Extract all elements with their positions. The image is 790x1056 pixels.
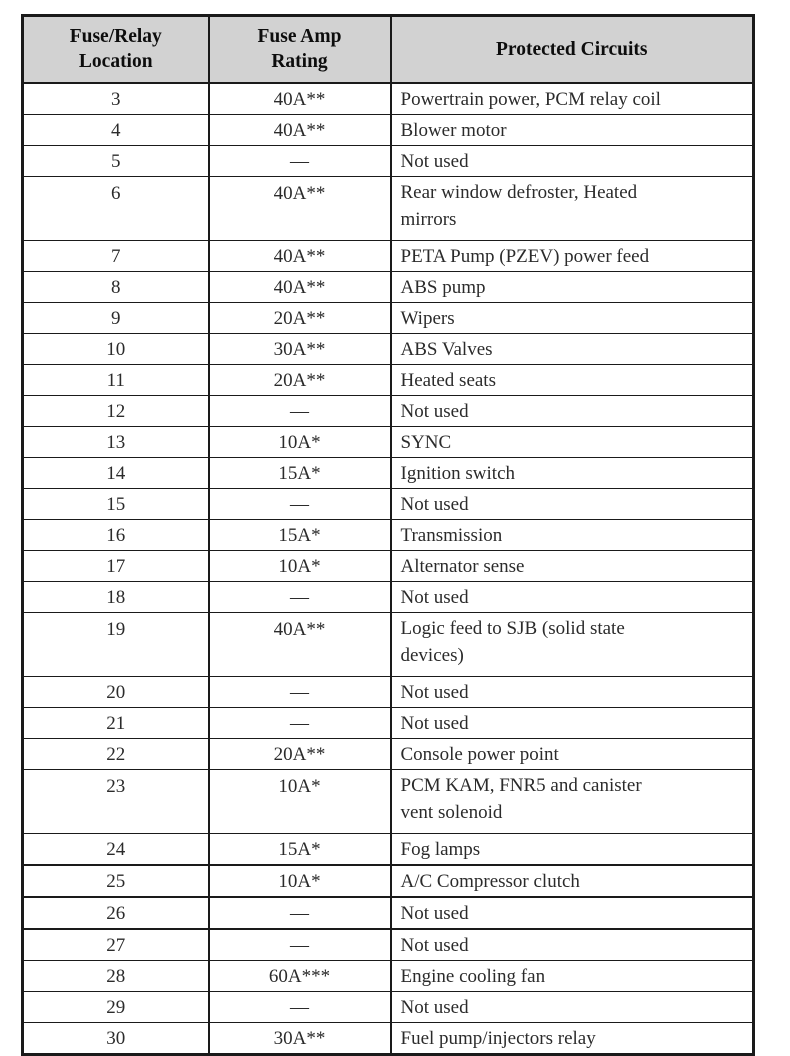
- cell-amp-rating: 40A**: [209, 613, 391, 677]
- cell-amp-rating: —: [209, 582, 391, 613]
- cell-location: 7: [23, 241, 209, 272]
- cell-location: 27: [23, 929, 209, 961]
- cell-location: 16: [23, 520, 209, 551]
- table-row: [23, 115, 754, 146]
- cell-location: 24: [23, 834, 209, 866]
- cell-protected-circuits-line1: Not used: [400, 586, 469, 608]
- cell-location: 6: [23, 177, 209, 241]
- cell-location: 28: [23, 961, 209, 992]
- cell-protected-circuits-line1: Not used: [400, 493, 469, 515]
- table-header: [23, 16, 754, 84]
- cell-location: 17: [23, 551, 209, 582]
- cell-amp-rating: 40A**: [209, 83, 391, 115]
- table-row: [23, 551, 754, 582]
- cell-location: 14: [23, 458, 209, 489]
- cell-location: 19: [23, 613, 209, 677]
- table-row: [23, 708, 754, 739]
- table-row: [23, 241, 754, 272]
- table-body: [23, 83, 754, 1055]
- column-header-rating-line1: Fuse Amp: [257, 26, 342, 47]
- cell-protected-circuits: [391, 1023, 754, 1055]
- table-row: [23, 177, 754, 241]
- cell-protected-circuits-line1: Alternator sense: [400, 555, 525, 577]
- cell-protected-circuits: [391, 582, 754, 613]
- cell-protected-circuits: [391, 83, 754, 115]
- cell-protected-circuits-line1: Engine cooling fan: [400, 965, 546, 987]
- cell-protected-circuits-line1: Logic feed to SJB (solid state: [400, 618, 625, 639]
- cell-protected-circuits-line1: Not used: [400, 400, 469, 422]
- cell-amp-rating: 40A**: [209, 272, 391, 303]
- cell-protected-circuits: [391, 865, 754, 897]
- cell-protected-circuits-line1: Rear window defroster, Heated: [400, 182, 638, 203]
- cell-amp-rating: 40A**: [209, 115, 391, 146]
- cell-location: 21: [23, 708, 209, 739]
- cell-protected-circuits-line1: Blower motor: [400, 119, 507, 141]
- table-row: [23, 272, 754, 303]
- cell-protected-circuits-line1: Not used: [400, 712, 469, 734]
- cell-protected-circuits: [391, 396, 754, 427]
- cell-amp-rating: —: [209, 146, 391, 177]
- cell-protected-circuits: [391, 708, 754, 739]
- table-row: [23, 865, 754, 897]
- cell-location: 29: [23, 992, 209, 1023]
- cell-protected-circuits-line1: Fog lamps: [400, 838, 481, 860]
- cell-amp-rating: 10A*: [209, 865, 391, 897]
- table-row: [23, 992, 754, 1023]
- column-header-location-line1: Fuse/Relay: [69, 26, 162, 47]
- cell-amp-rating: 30A**: [209, 1023, 391, 1055]
- column-header-circuits: [391, 16, 754, 84]
- cell-location: 25: [23, 865, 209, 897]
- table-row: [23, 458, 754, 489]
- table-row: [23, 489, 754, 520]
- header-row: [23, 16, 754, 84]
- cell-amp-rating: —: [209, 708, 391, 739]
- table-row: [23, 365, 754, 396]
- cell-protected-circuits: [391, 677, 754, 708]
- table-row: [23, 1023, 754, 1055]
- cell-location: 23: [23, 770, 209, 834]
- cell-location: 18: [23, 582, 209, 613]
- cell-location: 26: [23, 897, 209, 929]
- cell-protected-circuits: [391, 770, 754, 834]
- cell-protected-circuits-line1: Powertrain power, PCM relay coil: [400, 88, 661, 110]
- cell-protected-circuits-line1: SYNC: [400, 431, 452, 453]
- cell-amp-rating: —: [209, 677, 391, 708]
- cell-amp-rating: 15A*: [209, 520, 391, 551]
- table-row: [23, 146, 754, 177]
- cell-protected-circuits: [391, 115, 754, 146]
- cell-protected-circuits-line1: Not used: [400, 150, 469, 172]
- cell-amp-rating: —: [209, 929, 391, 961]
- cell-protected-circuits: [391, 177, 754, 241]
- table-row: [23, 897, 754, 929]
- cell-protected-circuits-line2: devices): [400, 645, 464, 666]
- cell-amp-rating: 40A**: [209, 241, 391, 272]
- cell-location: 30: [23, 1023, 209, 1055]
- cell-protected-circuits-line1: Not used: [400, 996, 469, 1018]
- column-header-rating-line2: Rating: [271, 51, 328, 72]
- cell-location: 10: [23, 334, 209, 365]
- table-row: [23, 770, 754, 834]
- cell-protected-circuits: [391, 834, 754, 866]
- cell-protected-circuits: [391, 489, 754, 520]
- cell-location: 3: [23, 83, 209, 115]
- column-header-location-line2: Location: [78, 51, 153, 72]
- cell-protected-circuits-line1: ABS Valves: [400, 338, 493, 360]
- cell-protected-circuits: [391, 241, 754, 272]
- cell-amp-rating: 40A**: [209, 177, 391, 241]
- cell-protected-circuits-line1: Not used: [400, 902, 469, 924]
- cell-protected-circuits: [391, 551, 754, 582]
- cell-location: 8: [23, 272, 209, 303]
- cell-location: 13: [23, 427, 209, 458]
- cell-amp-rating: 20A**: [209, 739, 391, 770]
- cell-amp-rating: 20A**: [209, 365, 391, 396]
- cell-protected-circuits: [391, 458, 754, 489]
- cell-protected-circuits-line1: ABS pump: [400, 276, 486, 298]
- cell-location: 15: [23, 489, 209, 520]
- table-row: [23, 83, 754, 115]
- cell-protected-circuits: [391, 613, 754, 677]
- table-row: [23, 303, 754, 334]
- cell-protected-circuits: [391, 897, 754, 929]
- cell-location: 9: [23, 303, 209, 334]
- cell-protected-circuits-line1: Heated seats: [400, 369, 496, 391]
- cell-protected-circuits-line1: Console power point: [400, 743, 559, 765]
- table-row: [23, 739, 754, 770]
- cell-amp-rating: —: [209, 992, 391, 1023]
- cell-protected-circuits-line2: mirrors: [400, 209, 457, 230]
- table-row: [23, 396, 754, 427]
- cell-protected-circuits-line1: Not used: [400, 681, 469, 703]
- cell-protected-circuits: [391, 520, 754, 551]
- cell-protected-circuits: [391, 365, 754, 396]
- table-row: [23, 961, 754, 992]
- cell-protected-circuits: [391, 427, 754, 458]
- table-row: [23, 427, 754, 458]
- table-row: [23, 929, 754, 961]
- column-header-circuits-line1: Protected Circuits: [496, 38, 648, 60]
- fuse-relay-table: [21, 14, 755, 1056]
- table-row: [23, 834, 754, 866]
- cell-location: 12: [23, 396, 209, 427]
- cell-protected-circuits: [391, 334, 754, 365]
- cell-location: 11: [23, 365, 209, 396]
- cell-protected-circuits: [391, 929, 754, 961]
- table-row: [23, 613, 754, 677]
- cell-location: 4: [23, 115, 209, 146]
- cell-protected-circuits-line1: A/C Compressor clutch: [400, 870, 580, 892]
- cell-protected-circuits-line2: vent solenoid: [400, 802, 503, 823]
- cell-protected-circuits-line1: Fuel pump/injectors relay: [400, 1027, 596, 1049]
- cell-protected-circuits-line1: Ignition switch: [400, 462, 516, 484]
- cell-amp-rating: 15A*: [209, 458, 391, 489]
- cell-amp-rating: 60A***: [209, 961, 391, 992]
- table-row: [23, 582, 754, 613]
- cell-protected-circuits-line1: PCM KAM, FNR5 and canister: [400, 775, 642, 796]
- table-row: [23, 520, 754, 551]
- cell-amp-rating: 30A**: [209, 334, 391, 365]
- cell-amp-rating: —: [209, 897, 391, 929]
- cell-protected-circuits: [391, 146, 754, 177]
- cell-protected-circuits-line1: PETA Pump (PZEV) power feed: [400, 245, 650, 267]
- cell-protected-circuits: [391, 961, 754, 992]
- cell-amp-rating: —: [209, 396, 391, 427]
- table-row: [23, 677, 754, 708]
- cell-protected-circuits: [391, 303, 754, 334]
- cell-location: 5: [23, 146, 209, 177]
- cell-amp-rating: 10A*: [209, 770, 391, 834]
- cell-protected-circuits-line1: Not used: [400, 934, 469, 956]
- cell-protected-circuits: [391, 739, 754, 770]
- cell-protected-circuits: [391, 992, 754, 1023]
- cell-location: 20: [23, 677, 209, 708]
- cell-amp-rating: 10A*: [209, 551, 391, 582]
- cell-location: 22: [23, 739, 209, 770]
- cell-amp-rating: 10A*: [209, 427, 391, 458]
- cell-amp-rating: 15A*: [209, 834, 391, 866]
- table-row: [23, 334, 754, 365]
- column-header-rating: [209, 16, 391, 84]
- column-header-location: [23, 16, 209, 84]
- cell-amp-rating: 20A**: [209, 303, 391, 334]
- cell-protected-circuits: [391, 272, 754, 303]
- cell-protected-circuits-line1: Wipers: [400, 307, 455, 329]
- cell-protected-circuits-line1: Transmission: [400, 524, 503, 546]
- cell-amp-rating: —: [209, 489, 391, 520]
